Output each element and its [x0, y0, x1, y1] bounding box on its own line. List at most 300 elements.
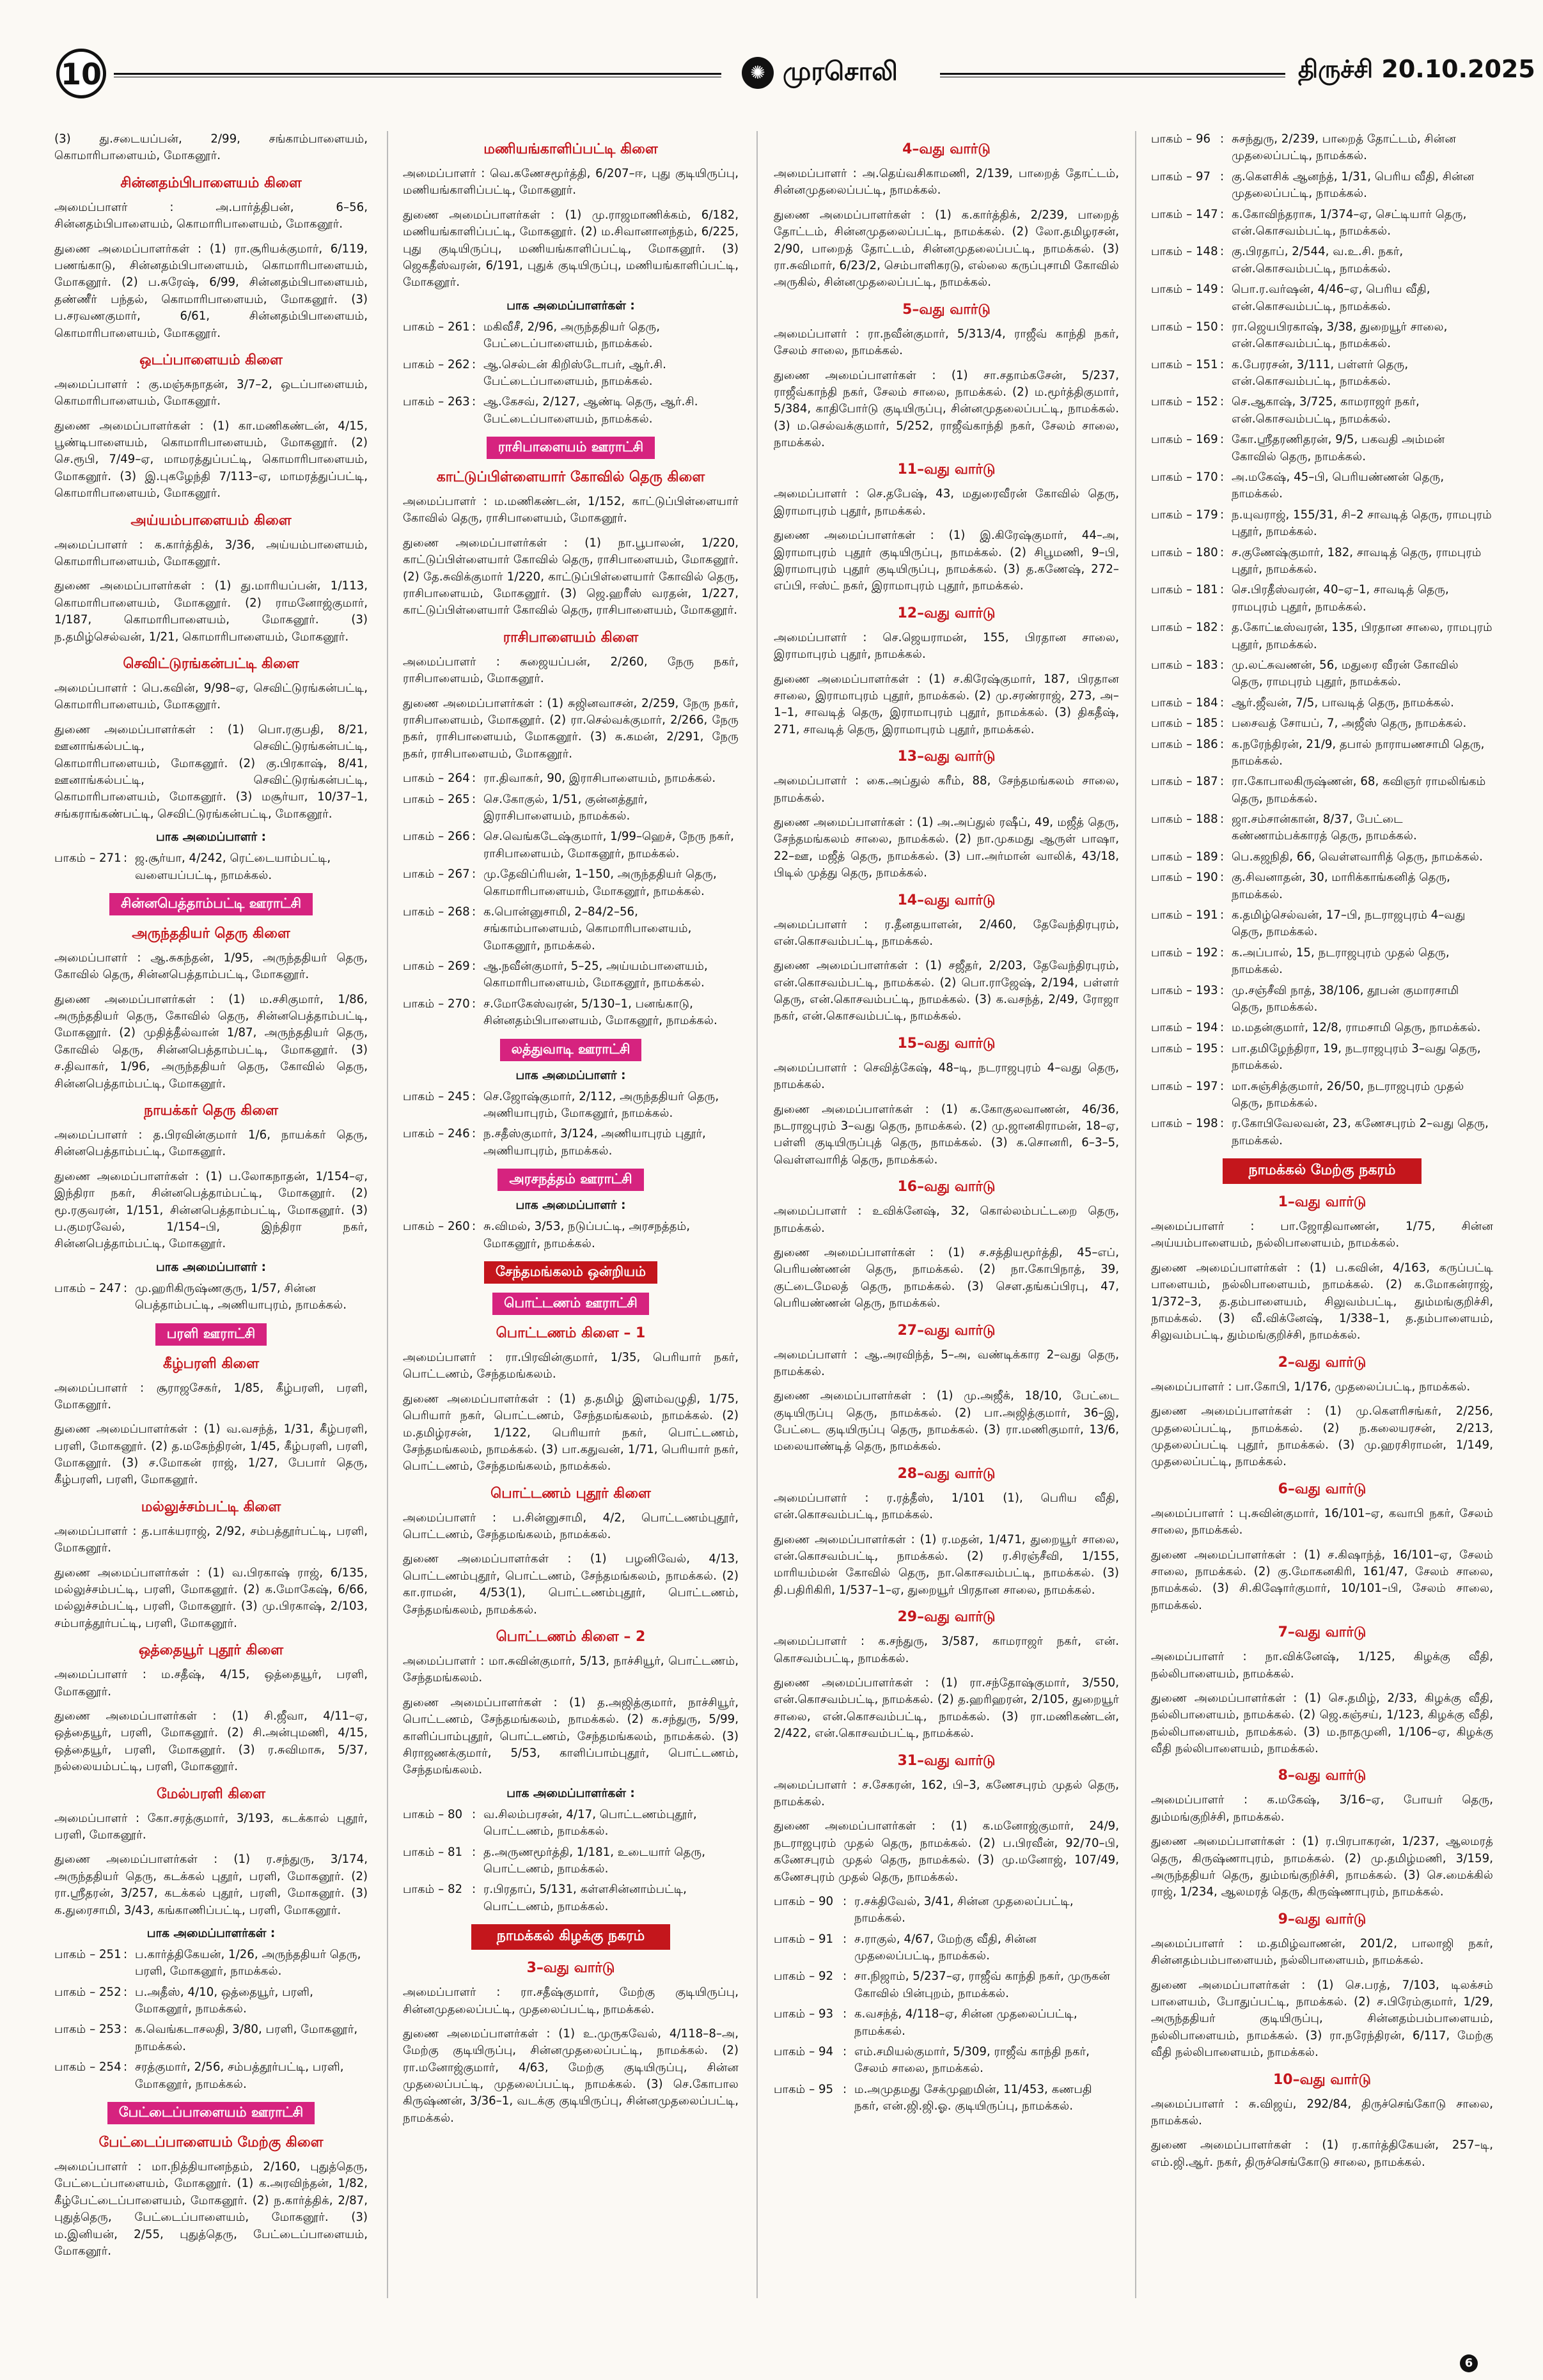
separator: :	[1220, 696, 1225, 710]
booth-number: பாகம் – 81	[403, 1845, 463, 1859]
booth-row	[403, 866, 739, 900]
booth-number: பாகம் – 189	[1151, 850, 1218, 864]
booth-organizer: சு.விமல், 3/53, நடுப்பட்டி, அரசநத்தம், மோகனூர், நாமக்கல்.	[483, 1220, 690, 1250]
booth-number: பாகம் – 194	[1151, 1021, 1218, 1035]
booth-number: பாகம் – 90	[774, 1894, 834, 1908]
booth-organizer: எம்.சமியல்குமார், 5/309, ராஜீவ் காந்தி நகர், சேலம் சாலை, நாமக்கல்.	[854, 2045, 1090, 2076]
booth-organizer: சரத்குமார், 2/56, சம்பத்தூர்பட்டி, பரளி, மோகனூர், நாமக்கல்.	[135, 2060, 344, 2091]
section-subtitle: பாக அமைப்பாளர்கள் :	[146, 1926, 276, 1940]
booth-row	[403, 357, 739, 391]
booth-row	[1151, 657, 1493, 691]
booth-organizer: ர.கோபிவேலவன், 23, கணேசபுரம் 2–வது தெரு, நாமக்கல்.	[1232, 1117, 1489, 1147]
booth-number: பாகம் – 193	[1151, 983, 1218, 997]
booth-row	[1151, 169, 1493, 203]
separator: :	[1220, 207, 1225, 221]
booth-number: பாகம் – 82	[403, 1883, 463, 1897]
organizer-text: அமைப்பாளர் : சுஜையப்பன், 2/260, நேரு நகர், ராசிபாளையம், மோகனூர்.	[403, 655, 739, 686]
booth-organizer: ம.அமுதமது சேக்முஹமின், 11/453, கணபதி நகர், என்.ஜி.ஜி.ஓ. குடியிருப்பு, நாமக்கல்.	[854, 2082, 1092, 2113]
booth-number: பாகம் – 262	[403, 357, 470, 371]
separator: :	[1220, 545, 1225, 559]
separator: :	[1220, 908, 1225, 922]
newspaper-name: முரசொலி	[783, 56, 898, 86]
booth-number: பாகம் – 245	[403, 1089, 470, 1103]
ward-heading: 7–வது வார்டு	[1278, 1624, 1367, 1641]
separator: :	[1220, 1021, 1225, 1035]
booth-number: பாகம் – 182	[1151, 621, 1218, 635]
separator: :	[1220, 1079, 1225, 1093]
organizer-text: அமைப்பாளர் : ரா.சதீஷ்குமார், மேற்கு குடியிருப்பு, சின்னமுதலைப்பட்டி, முதலைப்பட்டி, நாமக்கல்.	[403, 1986, 739, 2016]
panchayat-banner: பரளி ஊராட்சி	[155, 1323, 267, 1346]
separator: :	[1220, 621, 1225, 635]
booth-organizer: ச.குணேஷ்குமார், 182, சாவடித் தெரு, ராமபுரம் புதூர், நாமக்கல்.	[1232, 545, 1482, 576]
booth-organizer: க.அப்பால், 15, நடராஜபுரம் முதல் தெரு, நாமக்கல்.	[1232, 945, 1450, 977]
deputy-organizers-text: துணை அமைப்பாளர்கள் : (1) ப.லோகநாதன், 1/154–ஏ, இந்திரா நகர், சின்னபெத்தாம்பட்டி, மோகனூர். (2) மூ.ரகுவரன், 1/151, சின்னபெத்தாம்பட்டி, மோகனூர். (3) ப.குமரவேல், 1/154–பி, இந்திரா நகர், சின்னபெத்தாம்பட்டி, மோகனூர்.	[54, 1169, 368, 1251]
deputy-organizers-text: துணை அமைப்பாளர்கள் : (1) ர.கார்த்திகேயன், 257–டி, எம்.ஜி.ஆர். நகர், திருச்செங்கோடு சாலை, நாமக்கல்.	[1151, 2138, 1493, 2169]
booth-number: பாகம் – 270	[403, 997, 470, 1011]
organizer-text: அமைப்பாளர் : க.கார்த்திக், 3/36, அய்யம்பாளையம், கொமாரிபாளையம், மோகனூர்.	[54, 538, 368, 569]
column-3	[774, 131, 1119, 2298]
deputy-organizers-text: துணை அமைப்பாளர்கள் : (1) கா.மணிகண்டன், 4/15, பூண்டிபாளையம், கொமாரிபாளையம், மோகனூர். (2) செ.ரூபி, 7/49–ஏ, மாமரத்துப்பட்டி, கொமாரிபாளையம், மோகனூர். (3) இ.புகழேந்தி 7/113–ஏ, மாமரத்துப்பட்டி, கொமாரிபாளையம், மோகனூர்.	[54, 419, 368, 501]
booth-row	[54, 1984, 368, 2018]
booth-row	[1151, 432, 1493, 465]
booth-row	[1151, 736, 1493, 770]
masthead	[742, 54, 927, 92]
booth-number: பாகம் – 198	[1151, 1117, 1218, 1131]
branch-heading: பொட்டணம் புதூர் கிளை	[490, 1485, 651, 1502]
booth-organizer: மு.லட்சுவணன், 56, மதுரை வீரன் கோவில் தெரு, ராமபுரம் புதூர், நாமக்கல்.	[1232, 658, 1459, 689]
organizer-text: அமைப்பாளர் : சூராஜசேகர், 1/85, கீழ்பரளி, பரளி, மோகனூர்.	[54, 1381, 368, 1412]
booth-number: பாகம் – 150	[1151, 320, 1218, 334]
booth-number: பாகம் – 151	[1151, 357, 1218, 371]
header-rule-right	[940, 73, 1285, 75]
booth-organizer: ஜ.சூர்யா, 4/242, ரெட்டையாம்பட்டி, வளையப்பட்டி, நாமக்கல்.	[135, 852, 331, 882]
separator: :	[1220, 132, 1225, 146]
booth-number: பாகம் – 95	[774, 2082, 834, 2096]
organizer-text: அமைப்பாளர் : த.பிரவின்குமார் 1/6, நாயக்கர் தெரு, சின்னபெத்தாம்பட்டி, மோகனூர்.	[54, 1128, 368, 1159]
booth-number: பாகம் – 92	[774, 1970, 834, 1984]
organizer-text: அமைப்பாளர் : ச.சேகரன், 162, பி–3, கணேசபுரம் முதல் தெரு, நாமக்கல்.	[774, 1778, 1119, 1808]
booth-organizer: சா.நிஜாம், 5/237–ஏ, ராஜீவ் காந்தி நகர், முருகன் கோவில் பின்புறம், நாமக்கல்.	[854, 1970, 1110, 2000]
separator: :	[472, 905, 476, 919]
booth-row	[1151, 869, 1493, 903]
separator: :	[472, 867, 476, 882]
booth-organizer: கு.கௌசிக் ஆனந்த், 1/31, பெரிய வீதி, சின்ன முதலைப்பட்டி, நாமக்கல்.	[1232, 169, 1475, 201]
booth-organizer: மு.ஹரிகிருஷ்ணகுரு, 1/57, சின்ன பெத்தாம்பட்டி, அணியாபுரம், நாமக்கல்.	[135, 1281, 347, 1312]
booth-organizer: செ.கோகுல், 1/51, குன்னத்தூர், இராசிபாளையம், நாமக்கல்.	[483, 792, 648, 823]
panchayat-banner: சின்னபெத்தாம்பட்டி ஊராட்சி	[109, 893, 313, 915]
organizer-text: அமைப்பாளர் : ர.ரத்தீஸ், 1/101 (1), பெரிய வீதி, என்.கொசவம்பட்டி, நாமக்கல்.	[774, 1491, 1119, 1522]
deputy-organizers-text: துணை அமைப்பாளர்கள் : (1) சா.சதாம்கசேன், 5/237, ராஜீவ்காந்தி நகர், சேலம் சாலை, நாமக்கல். (2) ம.மூர்த்திகுமார், 5/384, காதிபோர்டு குடியிருப்பு, சின்னமுதலைப்பட்டி, நாமக்கல். (3) ம.செல்வக்குமார், 5/252, ராஜீவ்காந்தி நகர், சேலம் சாலை, நாமக்கல்.	[774, 368, 1119, 450]
booth-organizer: வ.சிலம்பரசன், 4/17, பொட்டணம்புதூர், பொட்டணம், நாமக்கல்.	[483, 1807, 697, 1839]
separator: :	[1220, 850, 1225, 864]
deputy-organizers-text: துணை அமைப்பாளர்கள் : (1) ம.சசிகுமார், 1/86, அருந்ததியர் தெரு, கோவில் தெரு, சின்னபெத்தாம்பட்டி, மோகனூர். (2) முதித்தீல்வான் 1/87, அருந்ததியர் தெரு, கோவில் தெரு, சின்னபெத்தாம்பட்டி, மோகனூர். (3) ச.திவாகர், 1/96, அருந்ததியர் தெரு, கோவில் தெரு, சின்னபெத்தாம்பட்டி, மோகனூர்.	[54, 992, 368, 1091]
separator: :	[472, 320, 476, 334]
booth-row	[774, 1894, 1119, 1927]
branch-heading: பொட்டணம் கிளை – 2	[496, 1629, 646, 1645]
booth-number: பாகம் – 252	[54, 1985, 121, 1999]
booth-number: பாகம் – 148	[1151, 245, 1218, 259]
separator: :	[1220, 658, 1225, 672]
separator: :	[1220, 983, 1225, 997]
ward-heading: 6–வது வார்டு	[1278, 1481, 1367, 1497]
booth-organizer: ரா.ஜெயபிரகாஷ், 3/38, துறையூர் சாலை, என்.கொசவம்பட்டி, நாமக்கல்.	[1232, 320, 1448, 351]
deputy-organizers-text: துணை அமைப்பாளர்கள் : (1) ர.பிரபாகரன், 1/237, ஆலமரத் தெரு, கிருஷ்ணாபுரம், நாமக்கல். (2) மு.தமிழ்மணி, 3/159, அருந்ததியர் தெரு, தும்மங்குறிச்சி, நாமக்கல். (3) செ.மைக்கில் ராஜ், 1/234, ஆலமரத் தெரு, கிருஷ்ணாபுரம், நாமக்கல்.	[1151, 1835, 1493, 1899]
booth-row	[1151, 907, 1493, 941]
organizer-text: அமைப்பாளர் : அ.பார்த்திபன், 6–56, சின்னதம்பிபாளையம், கொமாரிபாளையம், மோகனூர்.	[54, 200, 368, 231]
booth-organizer: கு.பிரதாப், 2/544, வ.உ.சி. நகர், என்.கொசவம்பட்டி, நாமக்கல்.	[1232, 245, 1404, 276]
organizer-text: அமைப்பாளர் : ர.தீனதயாளன், 2/460, தேவேந்திரபுரம், என்.கொசவம்பட்டி, நாமக்கல்.	[774, 917, 1119, 948]
organizer-text: அமைப்பாளர் : நா.விக்னேஷ், 1/125, கிழக்கு வீதி, நல்லிபாளையம், நாமக்கல்.	[1151, 1650, 1493, 1681]
booth-number: பாகம் – 266	[403, 830, 470, 844]
separator: :	[472, 960, 476, 974]
separator: :	[843, 1932, 847, 1946]
organizer-text: அமைப்பாளர் : செ.ஜெயராமன், 155, பிரதான சாலை, இராமாபுரம் புதூர், நாமக்கல்.	[774, 630, 1119, 662]
separator: :	[1220, 357, 1225, 371]
organizer-text: அமைப்பாளர் : கு.மஞ்சுநாதன், 3/7–2, ஒடப்பாளையம், கொமாரிபாளையம், மோகனூர்.	[54, 377, 368, 408]
separator: :	[843, 1894, 847, 1908]
booth-row	[1151, 945, 1493, 979]
booth-organizer: அ.மகேஷ், 45–பி, பெரியண்ணன் தெரு, நாமக்கல்.	[1232, 471, 1445, 501]
booth-organizer: ந.சதீஸ்குமார், 3/124, அணியாபுரம் புதூர், அணியாபுரம், நாமக்கல்.	[483, 1127, 706, 1158]
booth-row	[1151, 206, 1493, 240]
ward-heading: 4–வது வார்டு	[902, 141, 991, 157]
booth-row	[1151, 1078, 1493, 1112]
booth-number: பாகம் – 190	[1151, 871, 1218, 885]
booth-organizer: சுசந்துரு, 2/239, பாறைத் தோட்டம், சின்ன முதலைப்பட்டி, நாமக்கல்.	[1232, 132, 1456, 163]
section-subtitle: பாக அமைப்பாளர்கள் :	[506, 299, 635, 313]
booth-organizer: க.தமிழ்செல்வன், 17–பி, நடராஜபுரம் 4–வது தெரு, நாமக்கல்.	[1232, 908, 1466, 939]
branch-heading: ஒடப்பாளையம் கிளை	[139, 352, 283, 368]
booth-organizer: ஆ.கேசவ், 2/127, ஆண்டி தெரு, ஆர்.சி. பேட்டைப்பாளையம், நாமக்கல்.	[483, 395, 698, 426]
booth-organizer: ப.கார்த்திகேயன், 1/26, அருந்ததியர் தெரு, பரளி, மோகனூர், நாமக்கல்.	[135, 1947, 361, 1979]
branch-heading: கீழ்பரளி கிளை	[162, 1355, 260, 1372]
organizer-text: அமைப்பாளர் : ப.சின்னுசாமி, 4/2, பொட்டணம்புதூர், பொட்டணம், சேந்தமங்கலம், நாமக்கல்.	[403, 1511, 739, 1542]
deputy-organizers-text: துணை அமைப்பாளர்கள் : (1) உ.முருகவேல், 4/118–8–அ, மேற்கு குடியிருப்பு, சின்னமுதலைப்பட்டி, நாமக்கல். (2) ரா.மனோஜ்குமார், 4/63, மேற்கு குடியிருப்பு, சின்ன முதலைப்பட்டி, முதலைப்பட்டி, நாமக்கல். (3) செ.கோபால கிருஷ்ணன், 3/36–1, வடக்கு குடியிருப்பு, சின்னமுதலைப்பட்டி, நாமக்கல்.	[403, 2026, 739, 2125]
separator: :	[1220, 813, 1225, 827]
booth-row	[1151, 1116, 1493, 1149]
booth-number: பாகம் – 147	[1151, 207, 1218, 221]
organizer-text: அமைப்பாளர் : க.மகேஷ், 3/16–ஏ, போயர் தெரு, தும்மங்குறிச்சி, நாமக்கல்.	[1151, 1793, 1493, 1824]
booth-row	[403, 904, 739, 954]
booth-organizer: பசைவத் சோயப், 7, அஜீஸ் தெரு, நாமக்கல்.	[1232, 717, 1467, 731]
deputy-organizers-text: துணை அமைப்பாளர்கள் : (1) பழனிவேல், 4/13, பொட்டணம்புதூர், பொட்டணம், சேந்தமங்கலம், நாமக்கல். (2) கா.ராமன், 4/53(1), பொட்டணம்புதூர், பொட்டணம், சேந்தமங்கலம், நாமக்கல்.	[403, 1552, 739, 1617]
booth-row	[774, 2006, 1119, 2040]
separator: :	[472, 1220, 476, 1234]
booth-organizer: ஜா.சம்சான்கான், 8/37, பேட்டை கண்ணாம்பக்காரத் தெரு, நாமக்கல்.	[1232, 813, 1417, 843]
section-subtitle: பாக அமைப்பாளர் :	[155, 830, 267, 844]
booth-number: பாகம் – 254	[54, 2060, 121, 2074]
organizer-text: அமைப்பாளர் : ம.தமிழ்வாணன், 201/2, பாலாஜி நகர், சின்னதம்பம்பாளையம், நல்லிபாளையம், நாமக்கல்.	[1151, 1936, 1493, 1968]
booth-row	[403, 319, 739, 353]
booth-organizer: பா.தமிழேந்திரா, 19, நடராஜபுரம் 3–வது தெரு, நாமக்கல்.	[1232, 1041, 1481, 1073]
deputy-organizers-text: துணை அமைப்பாளர்கள் : (1) அ.அப்துல் ரஷீப், 49, மஜீத் தெரு, சேந்தமங்கலம் சாலை, நாமக்கல். (2) நா.முகமது ஆருள் பாஷா, 22–ஊ, மஜீத் தெரு, நாமக்கல். (3) பா.அர்மான் வாலிக், 43/18, பிடில் முத்து தெரு, நாமக்கல்.	[774, 815, 1119, 880]
booth-number: பாகம் – 191	[1151, 908, 1218, 922]
ward-heading: 27–வது வார்டு	[897, 1322, 996, 1339]
column-divider	[387, 131, 388, 2298]
organizer-text: அமைப்பாளர் : ம.மணிகண்டன், 1/152, காட்டுப்பிள்ளையார் கோவில் தெரு, ராசிபாளையம், மோகனூர்.	[403, 495, 739, 525]
page-number: 10	[56, 49, 106, 98]
booth-organizer: ரா.திவாகர், 90, இராசிபாளையம், நாமக்கல்.	[483, 772, 716, 786]
booth-row	[1151, 983, 1493, 1016]
booth-organizer: க.நரேந்திரன், 21/9, தபால் நாராயணசாமி தெரு, நாமக்கல்.	[1232, 737, 1485, 768]
separator: :	[472, 1089, 476, 1103]
booth-number: பாகம் – 179	[1151, 508, 1218, 522]
ward-heading: 3–வது வார்டு	[526, 1960, 615, 1977]
deputy-organizers-text: துணை அமைப்பாளர்கள் : (1) ர.சந்துரு, 3/174, அருந்ததியர் தெரு, கடக்கல் புதூர், பரளி, மோகனூர். (2) ரா.ஸ்ரீதரன், 3/257, கடக்கல் புதூர், பரளி, மோகனூர். (3) க.துரைசாமி, 3/43, கங்காணிப்பட்டி, பரளி, மோகனூர்.	[54, 1853, 368, 1917]
column-1	[54, 131, 368, 2298]
booth-organizer: பொ.ர.வர்ஷன், 4/46–ஏ, பெரிய வீதி, என்.கொசவம்பட்டி, நாமக்கல்.	[1232, 283, 1430, 313]
booth-organizer: மா.சுஞ்சித்குமார், 26/50, நடராஜபுரம் முதல் தெரு, நாமக்கல்.	[1232, 1079, 1464, 1110]
booth-organizer: செ.ஜோஷ்குமார், 2/112, அருந்ததியர் தெரு, அணியாபுரம், மோகனூர், நாமக்கல்.	[483, 1089, 719, 1121]
booth-row	[54, 2059, 368, 2093]
deputy-organizers-text: துணை அமைப்பாளர்கள் : (1) சுஜினவாசன், 2/259, நேரு நகர், ராசிபாளையம், மோகனூர். (2) ரா.செல்வக்குமார், 2/266, நேரு நகர், ராசிபாளையம், மோகனூர். (3) சு.கமன், 2/291, நேரு நகர், ராசிபாளையம், மோகனூர்.	[403, 696, 739, 761]
ward-heading: 10–வது வார்டு	[1273, 2071, 1372, 2088]
booth-number: பாகம் – 192	[1151, 945, 1218, 960]
separator: :	[472, 1883, 476, 1897]
booth-row	[774, 2044, 1119, 2078]
branch-heading: மணியங்காளிப்பட்டி கிளை	[483, 141, 658, 157]
booth-number: பாகம் – 268	[403, 905, 470, 919]
ward-heading: 14–வது வார்டு	[897, 892, 996, 908]
booth-row	[1151, 695, 1493, 712]
ward-heading: 8–வது வார்டு	[1278, 1768, 1367, 1784]
ward-heading: 2–வது வார்டு	[1278, 1354, 1367, 1371]
booth-row	[1151, 1020, 1493, 1036]
deputy-organizers-text: துணை அமைப்பாளர்கள் : (1) ச.சத்தியமூர்த்தி, 45–எப், பெரியண்ணன் தெரு, நாமக்கல். (2) நா.கோபிநாத், 39, குட்டைமேலத் தெரு, நாமக்கல். (3) சௌ.தங்கப்பிரபு, 47, பெரியண்ணன் தெரு, நாமக்கல்.	[774, 1245, 1119, 1311]
town-banner: நாமக்கல் கிழக்கு நகரம்	[471, 1924, 671, 1950]
organizer-text: அமைப்பாளர் : கை.அப்துல் கரீம், 88, சேந்தமங்கலம் சாலை, நாமக்கல்.	[774, 774, 1119, 805]
booth-number: பாகம் – 271	[54, 852, 121, 866]
branch-heading: சின்னதம்பிபாளையம் கிளை	[120, 175, 302, 191]
booth-row	[403, 1844, 739, 1878]
booth-number: பாகம் – 185	[1151, 717, 1218, 731]
booth-number: பாகம் – 195	[1151, 1041, 1218, 1055]
separator: :	[1220, 320, 1225, 334]
separator: :	[472, 1127, 476, 1141]
deputy-organizers-text: துணை அமைப்பாளர்கள் : (1) க.கோகுலவாணன், 46/36, நடராஜபுரம் 3–வது தெரு, நாமக்கல். (2) மு.ஜானகிராமன், 18–ஏ, பள்ளி குடியிருப்புத் தெரு, நாமக்கல். (3) க.சொனரி, 6–3–5, வெள்ளவாரித் தெரு, நாமக்கல்.	[774, 1102, 1119, 1167]
booth-row	[1151, 281, 1493, 315]
booth-organizer: க.கோவிந்தராசு, 1/374–ஏ, செட்டியார் தெரு, என்.கொசவம்பட்டி, நாமக்கல்.	[1232, 207, 1467, 238]
branch-heading: ராசிபாளையம் கிளை	[503, 629, 639, 646]
branch-heading: மல்லுச்சம்பட்டி கிளை	[141, 1498, 281, 1515]
booth-organizer: ச.ராகுல், 4/67, மேற்கு வீதி, சின்ன முதலைப்பட்டி, நாமக்கல்.	[854, 1932, 1037, 1963]
deputy-organizers-text: துணை அமைப்பாளர்கள் : (1) ப.கவின், 4/163, கருப்பட்டி பாளையம், நல்லிபாளையம், நாமக்கல். (2) க.மோகன்ராஜ், 1/372–3, த.தம்பாளையம், சிலுவம்பட்டி, தும்மங்குறிச்சி, நாமக்கல். (3) வீ.விக்னேஷ், 1/338–1, த.தம்பாளையம், சிலுவம்பட்டி, தும்மங்குறிச்சி, நாமக்கல்.	[1151, 1261, 1493, 1342]
booth-number: பாகம் – 181	[1151, 583, 1218, 597]
header-rule-left	[114, 73, 721, 75]
panchayat-banner: ராசிபாளையம் ஊராட்சி	[487, 437, 655, 459]
deputy-organizers-text: துணை அமைப்பாளர்கள் : (1) ச.கிஷாந்த், 16/101–ஏ, சேலம் சாலை, நாமக்கல். (2) கு.மோகனகிரி, 161/47, சேலம் சாலை, நாமக்கல். (3) சி.கிஷோர்குமார், 10/101–பி, சேலம் சாலை, நாமக்கல்.	[1151, 1548, 1493, 1612]
organizer-text: அமைப்பாளர் : பெ.கவின், 9/98–ஏ, செவிட்டுரங்கன்பட்டி, கொமாரிபாளையம், மோகனூர்.	[54, 681, 368, 712]
booth-row	[403, 828, 739, 862]
deputy-organizers-text: துணை அமைப்பாளர்கள் : (1) சி.ஜீவா, 4/11–ஏ, ஒத்தையூர், பரளி, மோகனூர். (2) சி.அன்புமணி, 4/15, ஒத்தையூர், பரளி, மோகனூர். (3) ர.சுவிமாசு, 5/37, நல்லையம்பட்டி, பரளி, மோகனூர்.	[54, 1709, 368, 1774]
deputy-organizers-text: துணை அமைப்பாளர்கள் : (1) செ.பரத், 7/103, டிலக்சம் பாளையம், போதுப்பட்டி, நாமக்கல். (2) ச.பிரேம்குமார், 1/29, அருந்ததியர் குடியிருப்பு, சின்னதம்பம்பாளையம், நல்லிபாளையம், நாமக்கல். (3) ரா.நரேந்திரன், 6/117, மேற்கு வீதி நல்லிபாளையம், நாமக்கல்.	[1151, 1978, 1493, 2060]
booth-row	[1151, 319, 1493, 353]
organizer-text: அமைப்பாளர் : ரா.பிரவின்குமார், 1/35, பெரியார் நகர், பொட்டணம், சேந்தமங்கலம்.	[403, 1350, 739, 1381]
booth-organizer: மு.தேவிப்ரியன், 1–150, அருந்ததியர் தெரு, கொமாரிபாளையம், மோகனூர், நாமக்கல்.	[483, 867, 717, 898]
booth-row	[403, 958, 739, 992]
organizer-text: அமைப்பாளர் : மா.சுவின்குமார், 5/13, நாச்சியூர், பொட்டணம், சேந்தமங்கலம்.	[403, 1654, 739, 1685]
branch-heading: ஒத்தையூர் புதூர் கிளை	[138, 1642, 284, 1659]
panchayat-banner: அரசநத்தம் ஊராட்சி	[497, 1169, 643, 1191]
booth-row	[54, 2021, 368, 2055]
organizer-text: அமைப்பாளர் : கோ.சரத்குமார், 3/193, கடக்கால் புதூர், பரளி, மோகனூர்.	[54, 1811, 368, 1842]
separator: :	[1220, 283, 1225, 297]
separator: :	[472, 792, 476, 806]
separator: :	[1220, 775, 1225, 789]
deputy-organizers-text: துணை அமைப்பாளர்கள் : (1) க.கார்த்திக், 2/239, பாறைத் தோட்டம், சின்னமுதலைப்பட்டி, நாமக்கல். (2) லோ.தமிழரசன், 2/90, பாறைத் தோட்டம், சின்னமுதலைப்பட்டி, நாமக்கல். (3) ரா.சுவிமார், 6/23/2, செம்பாளிகரடு, எல்லை கருப்புசாமி கோவில் அருகில், சின்னமுதலைப்பட்டி, நாமக்கல்.	[774, 208, 1119, 290]
separator: :	[1220, 433, 1225, 447]
column-divider	[756, 131, 758, 2298]
separator: :	[1220, 1041, 1225, 1055]
paragraph: (3) து.சடையப்பன், 2/99, சங்காம்பாளையம், கொமாரிபாளையம், மோகனூர்.	[54, 132, 368, 163]
separator: :	[472, 830, 476, 844]
booth-number: பாகம் – 267	[403, 867, 470, 882]
deputy-organizers-text: துணை அமைப்பாளர்கள் : (1) மு.அஜீக், 18/10, பேட்டை குடியிருப்பு தெரு, நாமக்கல். (2) பா.அஜித்குமார், 36–இ, பேட்டை குடியிருப்பு தெரு, நாமக்கல். (3) ரா.மணிகுமார், 13/6, மலையாண்டித் தெரு, நாமக்கல்.	[774, 1389, 1119, 1454]
column-divider	[1135, 131, 1136, 2298]
organizer-text: அமைப்பாளர் : பா.ஜோதிவாணன், 1/75, சின்ன அய்யம்பாளையம், நல்லிபாளையம், நாமக்கல்.	[1151, 1220, 1493, 1250]
page-corner-mark: 6	[1460, 2354, 1478, 2372]
branch-heading: செவிட்டுரங்கன்பட்டி கிளை	[123, 655, 299, 672]
booth-number: பாகம் – 251	[54, 1947, 121, 1961]
booth-row	[1151, 545, 1493, 579]
booth-number: பாகம் – 260	[403, 1220, 470, 1234]
branch-heading: பேட்டைப்பாளையம் மேற்கு கிளை	[98, 2135, 324, 2151]
booth-number: பாகம் – 183	[1151, 658, 1218, 672]
deputy-organizers-text: துணை அமைப்பாளர்கள் : (1) ர.மதன், 1/471, துறையூர் சாலை, என்.கொசவம்பட்டி, நாமக்கல். (2) ர.சிரஞ்சீவி, 1/155, மாரியம்மன் கோவில் தெரு, நா.கொசவம்பட்டி, நாமக்கல். (3) தி.பதிரிகிரி, 1/537–1–ஏ, துறையூர் பிரதான சாலை, நாமக்கல்.	[774, 1532, 1119, 1597]
booth-row	[54, 1280, 368, 1314]
booth-number: பாகம் – 170	[1151, 471, 1218, 485]
deputy-organizers-text: துணை அமைப்பாளர்கள் : (1) நா.பூபாலன், 1/220, காட்டுப்பிள்ளையார் கோவில் தெரு, ராசிபாளையம், மோகனூர். (2) தே.சுவிக்குமார் 1/220, காட்டுப்பிள்ளையார் கோவில் தெரு, ராசிபாளையம், மோகனூர். (3) ஜெ.ஹரீஸ் வரதன், 1/227, காட்டுப்பிள்ளையார் கோவில் தெரு, ராசிபாளையம், மோகனூர்.	[403, 536, 739, 618]
separator: :	[1220, 395, 1225, 409]
booth-organizer: க.வசந்த், 4/118–ஏ, சின்ன முதலைப்பட்டி, நாமக்கல்.	[854, 2007, 1077, 2038]
booth-organizer: ர.சக்திவேல், 3/41, சின்ன முதலைப்பட்டி, நாமக்கல்.	[854, 1894, 1074, 1925]
booth-number: பாகம் – 97	[1151, 169, 1211, 183]
booth-row	[1151, 811, 1493, 845]
booth-row	[1151, 394, 1493, 428]
booth-organizer: கோ.ஸ்ரீதரணிதரன், 9/5, பகவதி அம்மன் கோவில் தெரு, நாமக்கல்.	[1232, 433, 1445, 463]
deputy-organizers-text: துணை அமைப்பாளர்கள் : (1) மு.ராஜமாணிக்கம், 6/182, மணியங்காளிப்பட்டி, மோகனூர். (2) ம.சிவானானந்தம், 6/225, புது குடியிருப்பு, மணியங்காளிப்பட்டி, மோகனூர். (3) ஜெகதீஸ்வரன், 6/191, புதுக் குடியிருப்பு, மணியங்காளிப்பட்டி, மோகனூர்.	[403, 208, 739, 290]
booth-row	[1151, 1041, 1493, 1075]
booth-row	[1151, 507, 1493, 541]
organizer-text: அமைப்பாளர் : ம.சதீஷ், 4/15, ஒத்தையூர், பரளி, மோகனூர்.	[54, 1668, 368, 1699]
organizer-text: அமைப்பாளர் : வெ.கணேசமூர்த்தி, 6/207–ஈ, புது குடியிருப்பு, மணியங்காளிப்பட்டி, மோகனூர்.	[403, 167, 739, 198]
ward-heading: 1–வது வார்டு	[1278, 1194, 1367, 1211]
section-subtitle: பாக அமைப்பாளர் :	[155, 1260, 267, 1274]
booth-row	[1151, 715, 1493, 732]
booth-row	[403, 1089, 739, 1123]
booth-number: பாகம் – 187	[1151, 775, 1218, 789]
booth-organizer: மு.சஞ்சீவி நாத், 38/106, தூபன் குமாரசாமி தெரு, நாமக்கல்.	[1232, 983, 1459, 1014]
booth-number: பாகம் – 94	[774, 2045, 834, 2059]
deputy-organizers-text: துணை அமைப்பாளர்கள் : (1) பொ.ரகுபதி, 8/21, ஊனாங்கல்பட்டி, செவிட்டுரங்கன்பட்டி, கொமாரிபாளையம், மோகனூர். (2) கு.பிரகாஷ், 8/41, ஊனாங்கல்பட்டி, செவிட்டுரங்கன்பட்டி, கொமாரிபாளையம், மோகனூர். (3) மசூர்யா, 10/37–1, சங்கராங்கண்பட்டி, செவிட்டுரங்கன்பட்டி, மோகனூர்.	[54, 722, 368, 821]
booth-organizer: ரா.கோபாலகிருஷ்ணன், 68, கவிஞர் ராமலிங்கம் தெரு, நாமக்கல்.	[1232, 775, 1486, 805]
section-subtitle: பாக அமைப்பாளர் :	[515, 1068, 626, 1082]
booth-row	[403, 996, 739, 1030]
booth-organizer: ர.பிரதாப், 5/131, கள்ளசின்னாம்பட்டி, பொட்டணம், நாமக்கல்.	[483, 1883, 687, 1913]
ward-heading: 12–வது வார்டு	[897, 605, 996, 621]
booth-number: பாகம் – 186	[1151, 737, 1218, 751]
booth-organizer: ஆர்.ஜீவன், 7/5, பாவடித் தெரு, நாமக்கல்.	[1232, 696, 1454, 710]
branch-heading: அய்யம்பாளையம் கிளை	[130, 512, 292, 529]
booth-row	[54, 850, 368, 884]
booth-row	[403, 1807, 739, 1840]
deputy-organizers-text: துணை அமைப்பாளர்கள் : (1) ரா.சந்தோஷ்குமார், 3/550, என்.கொசவம்பட்டி, நாமக்கல். (2) த.ஹரிஹரன், 2/105, துறையூர் சாலை, என்.கொசவம்பட்டி, நாமக்கல். (3) ரா.மணிகண்டன், 2/422, என்.கொசவம்பட்டி, நாமக்கல்.	[774, 1676, 1119, 1741]
booth-number: பாகம் – 149	[1151, 283, 1218, 297]
booth-number: பாகம் – 263	[403, 395, 470, 409]
ward-heading: 16–வது வார்டு	[897, 1179, 996, 1195]
organizer-text: அமைப்பாளர் : பா.கோபி, 1/176, முதலைப்பட்டி, நாமக்கல்.	[1151, 1380, 1471, 1394]
ward-heading: 29–வது வார்டு	[897, 1609, 996, 1626]
ward-heading: 15–வது வார்டு	[897, 1035, 996, 1052]
booth-row	[1151, 357, 1493, 391]
booth-organizer: க.வெங்கடாசலதி, 3/80, பரளி, மோகனூர், நாமக்கல்.	[135, 2023, 358, 2053]
booth-row	[1151, 619, 1493, 653]
organizer-text: அமைப்பாளர் : பு.சுவின்குமார், 16/101–ஏ, கவாபி நகர், சேலம் சாலை, நாமக்கல்.	[1151, 1506, 1493, 1537]
separator: :	[123, 1947, 128, 1961]
separator: :	[1220, 245, 1225, 259]
booth-number: பாகம் – 80	[403, 1807, 463, 1821]
ward-heading: 11–வது வார்டு	[897, 462, 996, 478]
separator: :	[1220, 737, 1225, 751]
organizer-text: அமைப்பாளர் : செ.தபேஷ், 43, மதுரைவீரன் கோவில் தெரு, இராமாபுரம் புதூர், நாமக்கல்.	[774, 487, 1119, 518]
deputy-organizers-text: துணை அமைப்பாளர்கள் : (1) சஜீதர், 2/203, தேவேந்திரபுரம், என்.கொசவம்பட்டி, நாமக்கல். (2) பொ.ராஜேஷ், 2/194, பள்ளர் தெரு, என்.கொசவம்பட்டி, நாமக்கல். (3) க.வசந்த், 2/49, ரோஜா நகர், என்.கொசவம்பட்டி, நாமக்கல்.	[774, 959, 1119, 1023]
deputy-organizers-text: துணை அமைப்பாளர்கள் : (1) த.தமிழ் இளம்வழுதி, 1/75, பெரியார் நகர், பொட்டணம், சேந்தமங்கலம், நாமக்கல். (2) ம.தமிழ்ரசன், 1/122, பெரியார் நகர், பொட்டணம், சேந்தமங்கலம், நாமக்கல். (3) பா.கதுவன், 1/71, பெரியார் நகர், பொட்டணம், சேந்தமங்கலம், நாமக்கல்.	[403, 1392, 739, 1474]
booth-organizer: செ.பிரதீஸ்வரன், 40–ஏ–1, சாவடித் தெரு, ராமபுரம் புதூர், நாமக்கல்.	[1232, 583, 1449, 614]
booth-organizer: செ.ஆகாஷ், 3/725, காமராஜர் நகர், என்.கொசவம்பட்டி, நாமக்கல்.	[1232, 395, 1420, 426]
separator: :	[1220, 1117, 1225, 1131]
separator: :	[123, 852, 128, 866]
booth-organizer: க.பேரரசன், 3/111, பள்ளர் தெரு, என்.கொசவம்பட்டி, நாமக்கல்.	[1232, 357, 1409, 389]
booth-row	[403, 394, 739, 428]
booth-organizer: ச.மோகேஸ்வரன், 5/130–1, பனங்காடு, சின்னதம்பிபாளையம், மோகனூர், நாமக்கல்.	[483, 997, 717, 1028]
booth-number: பாகம் – 265	[403, 792, 470, 806]
booth-number: பாகம் – 96	[1151, 132, 1211, 146]
ward-heading: 28–வது வார்டு	[897, 1465, 996, 1482]
booth-row	[403, 791, 739, 825]
separator: :	[1220, 169, 1225, 183]
ward-heading: 31–வது வார்டு	[897, 1752, 996, 1769]
organizer-text: அமைப்பாளர் : மா.நித்தியானந்தம், 2/160, புதுத்தெரு, பேட்டைப்பாளையம், மோகனூர். (1) க.அரவிந்தன், 1/82, கீழ்பேட்டைப்பாளையம், மோகனூர். (2) ந.கார்த்திக், 2/87, புதுத்தெரு, பேட்டைப்பாளையம், மோகனூர். (3) ம.இனியன், 2/55, புதுத்தெரு, பேட்டைப்பாளையம், மோகனூர்.	[54, 2160, 368, 2258]
booth-organizer: ஆ.நவீன்குமார், 5–25, அய்யம்பாளையம், கொமாரிபாளையம், மோகனூர், நாமக்கல்.	[483, 960, 708, 990]
separator: :	[472, 772, 476, 786]
separator: :	[472, 395, 476, 409]
branch-heading: காட்டுப்பிள்ளையார் கோவில் தெரு கிளை	[436, 469, 705, 486]
booth-number: பாகம் – 184	[1151, 696, 1218, 710]
separator: :	[472, 1845, 476, 1859]
separator: :	[1220, 717, 1225, 731]
deputy-organizers-text: துணை அமைப்பாளர்கள் : (1) மு.கௌரிசங்கர், 2/256, முதலைப்பட்டி, நாமக்கல். (2) ந.கலையரசன், 2/213, முதலைப்பட்டி புதூர், நாமக்கல். (3) மு.ஹரசிராமன், 1/149, முதலைப்பட்டி, நாமக்கல்.	[1151, 1404, 1493, 1469]
organizer-text: அமைப்பாளர் : க.சந்துரு, 3/587, காமராஜர் நகர், என். கொசவம்பட்டி, நாமக்கல்.	[774, 1635, 1119, 1665]
booth-row	[1151, 849, 1493, 866]
separator: :	[1220, 583, 1225, 597]
panchayat-banner: லத்துவாடி ஊராட்சி	[500, 1039, 642, 1061]
separator: :	[1220, 871, 1225, 885]
separator: :	[1220, 945, 1225, 960]
booth-organizer: மகிவீசீ, 2/96, அருந்ததியர் தெரு, பேட்டைப்பாளையம், நாமக்கல்.	[483, 320, 660, 351]
organizer-text: அமைப்பாளர் : செவித்கேஷ், 48–டி, நடராஜபுரம் 4–வது தெரு, நாமக்கல்.	[774, 1061, 1119, 1092]
branch-heading: பொட்டணம் கிளை – 1	[496, 1325, 646, 1341]
booth-row	[1151, 244, 1493, 277]
separator: :	[843, 1970, 847, 1984]
booth-organizer: பெ.கஜநிதி, 66, வெள்ளவாரித் தெரு, நாமக்கல்.	[1232, 850, 1483, 864]
branch-heading: மேல்பரளி கிளை	[157, 1785, 265, 1802]
booth-number: பாகம் – 269	[403, 960, 470, 974]
section-subtitle: பாக அமைப்பாளர்கள் :	[506, 1786, 635, 1800]
deputy-organizers-text: துணை அமைப்பாளர்கள் : (1) ச.கிரேஷ்குமார், 187, பிரதான சாலை, இராமாபுரம் புதூர், நாமக்கல். (2) மு.சரண்ராஜ், 273, அ–1–1, சாவடித் தெரு, இராமாபுரம் புதூர், நாமக்கல். (3) திகதீஷ், 271, சாவடித் தெரு, இராமாபுரம் புதூர், நாமக்கல்.	[774, 672, 1119, 736]
separator: :	[123, 1281, 128, 1295]
deputy-organizers-text: துணை அமைப்பாளர்கள் : (1) ரா.சூரியக்குமார், 6/119, பணங்காடு, சின்னதம்பிபாளையம், கொமாரிபாளையம், மோகனூர். (2) ப.சுரேஷ், 6/99, சின்னதம்பிபாளையம், தண்ணீர் பந்தல், கொமாரிபாளையம், மோகனூர். (3) ப.சரவணகுமார், 6/61, சின்னதம்பிபாளையம், கொமாரிபாளையம், மோகனூர்.	[54, 242, 368, 340]
organizer-text: அமைப்பாளர் : த.பாக்யராஜ், 2/92, சம்பத்தூர்பட்டி, பரளி, மோகனூர்.	[54, 1524, 368, 1555]
